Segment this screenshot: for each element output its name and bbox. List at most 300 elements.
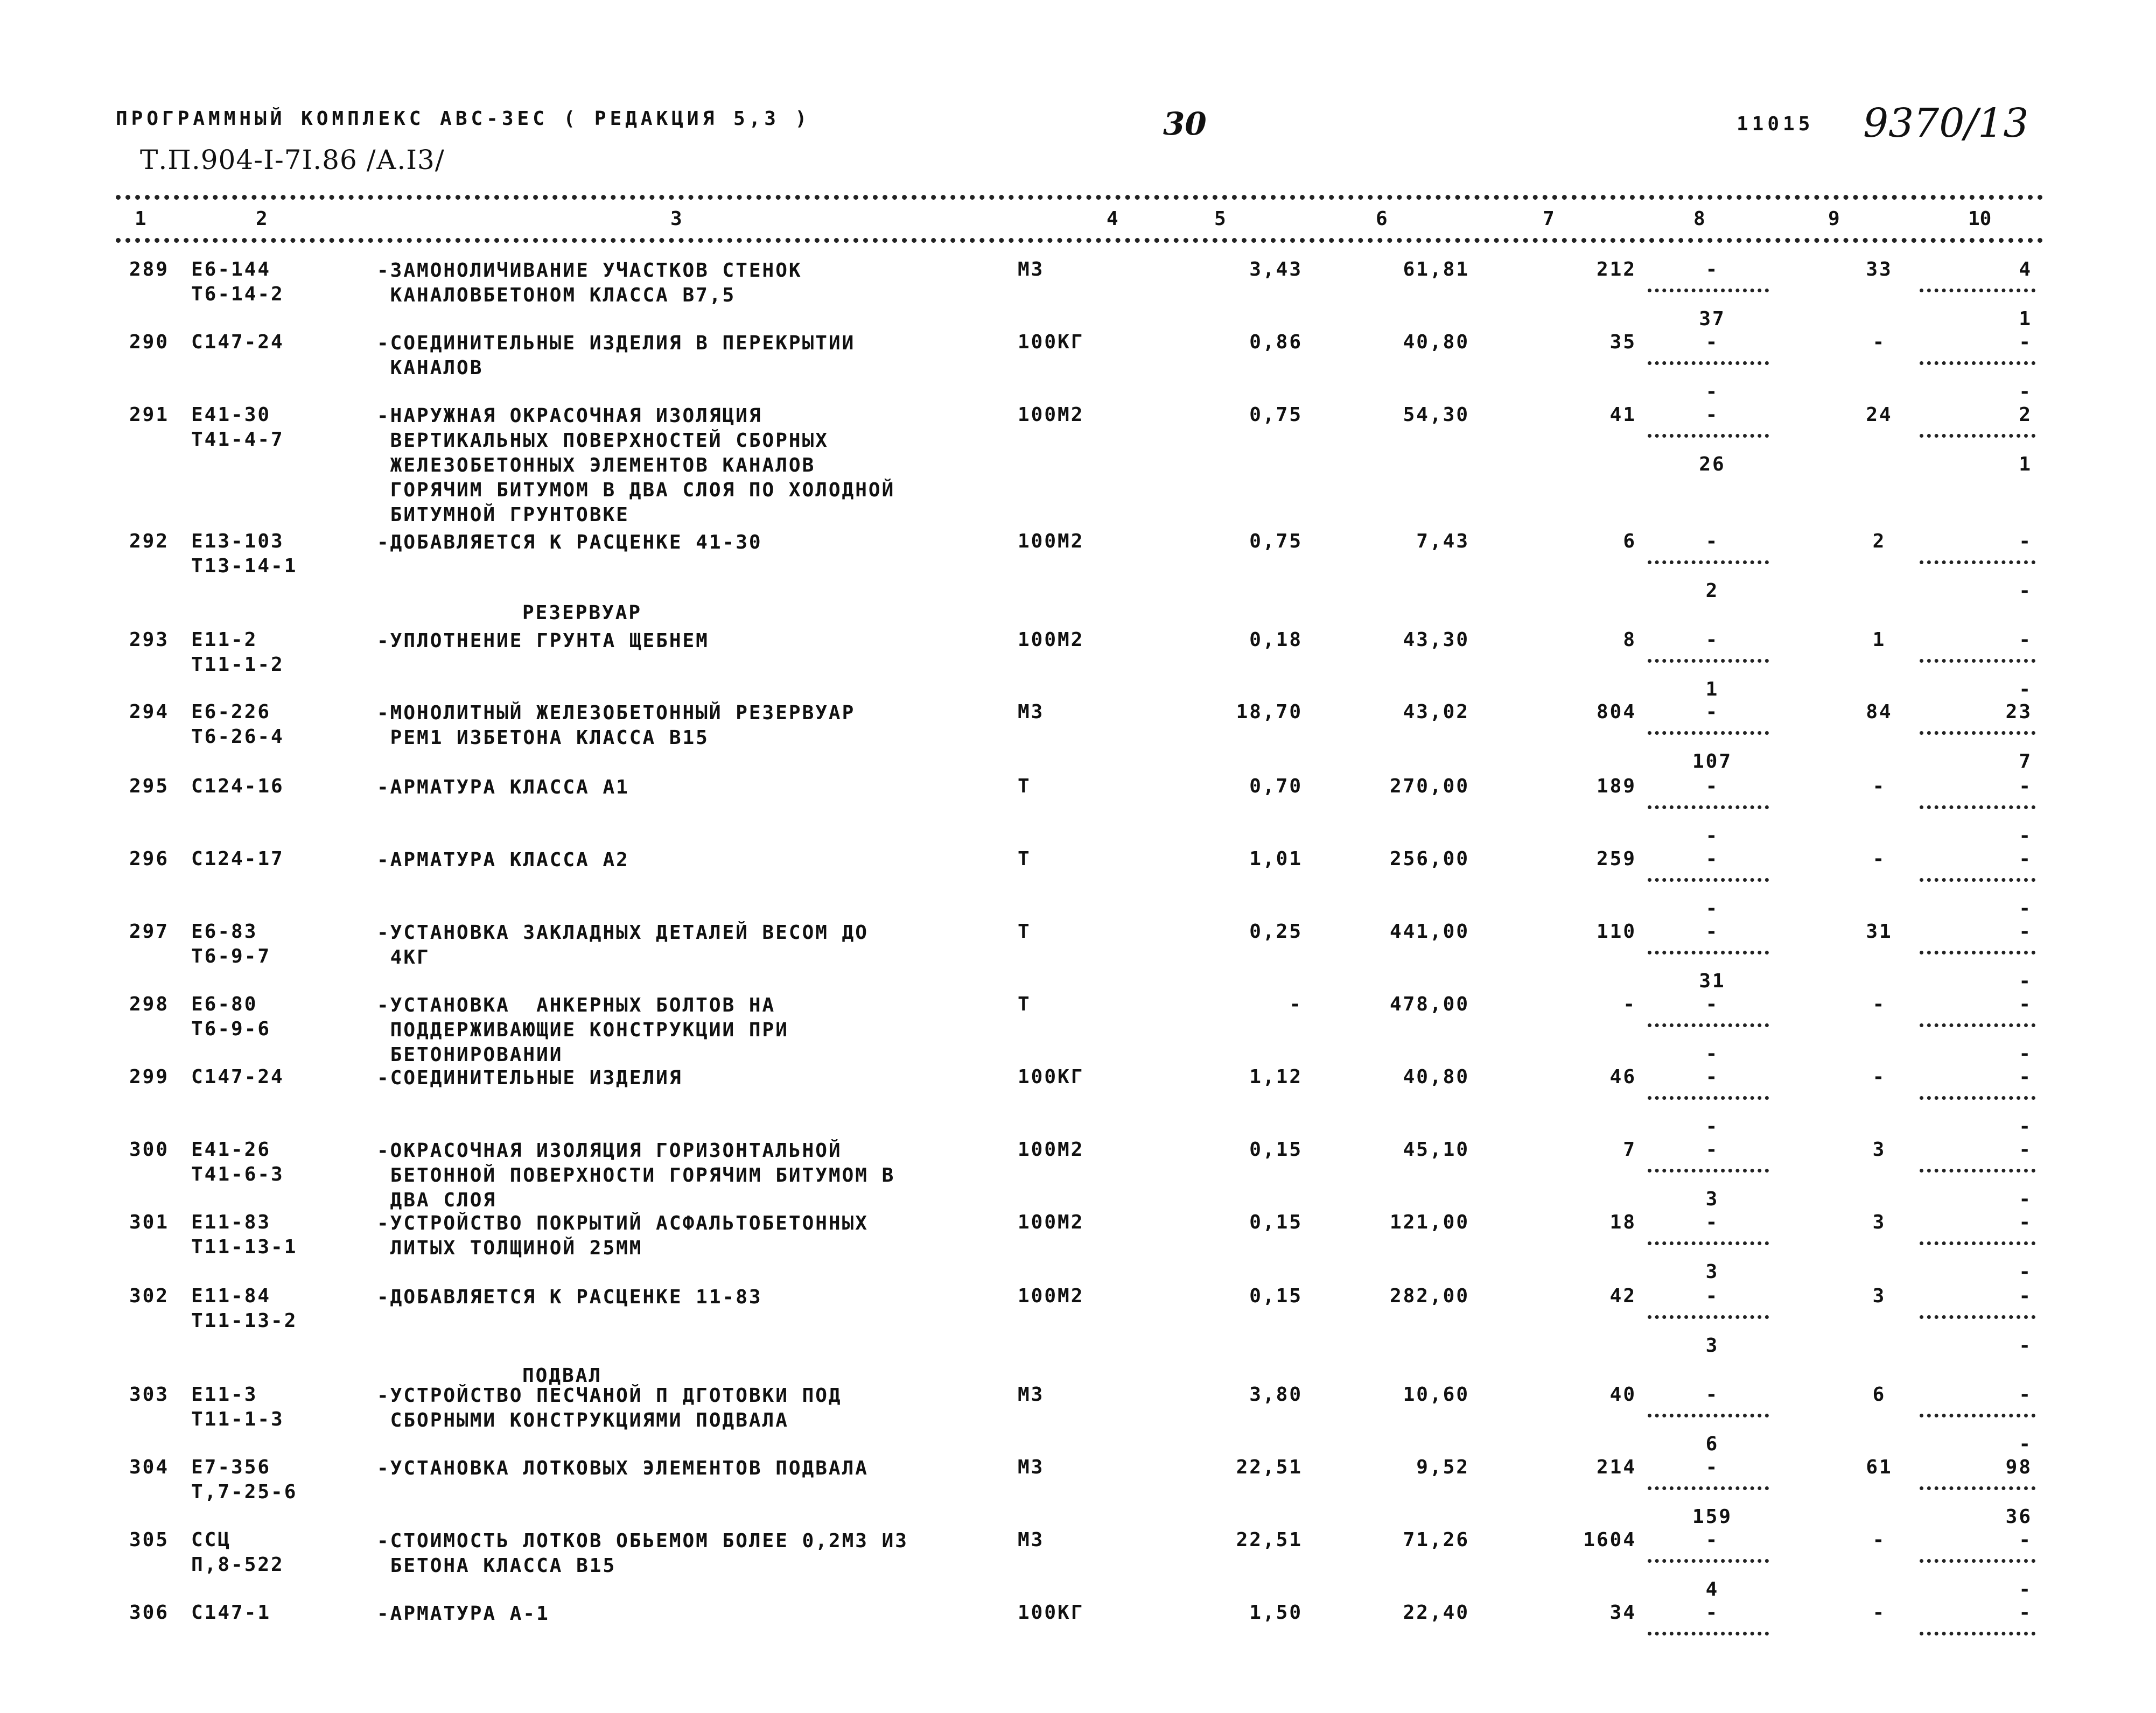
col10-divider [1920, 1315, 2035, 1319]
work-description: -СОЕДИНИТЕЛЬНЫЕ ИЗДЕЛИЯ [377, 1067, 683, 1089]
col9-value: 6 [1872, 1384, 1886, 1406]
col10-top: 23 [2005, 701, 2032, 723]
unit-price: 9,52 [1416, 1456, 1469, 1478]
col9-value: 3 [1872, 1139, 1886, 1161]
row-number: 302 [129, 1285, 170, 1307]
col9-value: 1 [1872, 629, 1886, 651]
quantity: 3,43 [1249, 258, 1303, 280]
col10-top: - [2019, 1529, 2032, 1551]
col9-value: - [1872, 848, 1886, 870]
col9-value: 3 [1872, 1211, 1886, 1233]
col8-divider [1648, 731, 1769, 735]
table-row [0, 848, 2156, 919]
col8-top: - [1705, 530, 1719, 552]
col8-top: - [1705, 775, 1719, 797]
header-rule [116, 238, 2043, 243]
rate-code-secondary: Т,7-25-6 [191, 1481, 298, 1503]
col10-top: - [2019, 1211, 2032, 1233]
unit: 100М2 [1018, 404, 1084, 426]
col-1: 1 [135, 208, 146, 230]
col9-value: 2 [1872, 530, 1886, 552]
unit: М3 [1018, 258, 1045, 280]
table-row [0, 404, 2156, 526]
work-description: -УСТРОЙСТВО ПЕСЧАНОЙ П ДГОТОВКИ ПОД СБОРНЫМИ КОНСТРУКЦИЯМИ ПОДВАЛА [377, 1385, 842, 1431]
col10-divider [1920, 805, 2035, 809]
quantity: 0,18 [1249, 629, 1303, 651]
unit: М3 [1018, 701, 1045, 723]
work-description: -УСТАНОВКА ЗАКЛАДНЫХ ДЕТАЛЕЙ ВЕСОМ ДО 4КГ [377, 922, 869, 968]
col8-divider [1648, 878, 1769, 882]
col10-bottom: 1 [2019, 308, 2032, 330]
col9-value: - [1872, 1529, 1886, 1551]
total-cost: 189 [1596, 775, 1636, 797]
col8-bottom: 2 [1705, 580, 1719, 602]
rate-code-secondary: Т41-6-3 [191, 1163, 284, 1185]
rate-code: С147-24 [191, 331, 284, 353]
unit-price: 441,00 [1389, 921, 1469, 943]
quantity: 0,25 [1249, 921, 1303, 943]
col8-top: - [1705, 331, 1719, 353]
unit: 100М2 [1018, 1285, 1084, 1307]
rate-code: Е13-103 [191, 530, 284, 552]
rate-code-secondary: Т11-1-3 [191, 1408, 284, 1430]
col10-divider [1920, 434, 2035, 438]
row-number: 292 [129, 530, 170, 552]
quantity: 0,75 [1249, 404, 1303, 426]
col10-bottom: - [2019, 970, 2032, 992]
col9-value: - [1872, 775, 1886, 797]
col10-top: 4 [2019, 258, 2032, 280]
rate-code-secondary: П,8-522 [191, 1554, 284, 1576]
col10-top: - [2019, 1602, 2032, 1624]
work-description: -МОНОЛИТНЫЙ ЖЕЛЕЗОБЕТОННЫЙ РЕЗЕРВУАР РЕМ1 ИЗБЕТОНА КЛАССА В15 [377, 702, 856, 749]
unit: Т [1018, 921, 1031, 943]
col10-top: - [2019, 1066, 2032, 1088]
work-description: -УСТАНОВКА АНКЕРНЫХ БОЛТОВ НА ПОДДЕРЖИВАЮЩИЕ КОНСТРУКЦИИ ПРИ БЕТОНИРОВАНИИ [377, 994, 789, 1066]
col-7: 7 [1543, 208, 1555, 230]
table-row [0, 1602, 2156, 1655]
col10-bottom: - [2019, 1115, 2032, 1138]
col9-value: - [1872, 993, 1886, 1015]
total-cost: 214 [1596, 1456, 1636, 1478]
unit: 100КГ [1018, 1602, 1084, 1624]
col9-value: 61 [1866, 1456, 1893, 1478]
unit: 100КГ [1018, 331, 1084, 353]
unit-price: 121,00 [1389, 1211, 1469, 1233]
col10-bottom: - [2019, 1043, 2032, 1065]
col10-bottom: - [2019, 1188, 2032, 1210]
col10-top: 98 [2005, 1456, 2032, 1478]
unit: М3 [1018, 1529, 1045, 1551]
col10-bottom: 36 [2005, 1506, 2032, 1528]
work-description: -АРМАТУРА А-1 [377, 1603, 550, 1625]
table-row [0, 1456, 2156, 1528]
col10-divider [1920, 1241, 2035, 1245]
col8-bottom: 3 [1705, 1261, 1719, 1283]
col10-bottom: - [2019, 678, 2032, 700]
work-description: -ОКРАСОЧНАЯ ИЗОЛЯЦИЯ ГОРИЗОНТАЛЬНОЙ БЕТОННОЙ ПОВЕРХНОСТИ ГОРЯЧИМ БИТУМОМ В ДВА СЛОЯ [377, 1140, 895, 1211]
col-5: 5 [1214, 208, 1226, 230]
col10-bottom: - [2019, 825, 2032, 847]
total-cost: 42 [1609, 1285, 1636, 1307]
row-number: 304 [129, 1456, 170, 1478]
col8-divider [1648, 289, 1769, 292]
top-rule [116, 195, 2043, 200]
col-4: 4 [1107, 208, 1118, 230]
col10-divider [1920, 1559, 2035, 1563]
unit-price: 282,00 [1389, 1285, 1469, 1307]
col10-divider [1920, 878, 2035, 882]
rate-code: Е6-144 [191, 258, 271, 280]
col8-top: - [1705, 1529, 1719, 1551]
section-reservoir: РЕЗЕРВУАР [522, 602, 642, 624]
rate-code: С147-1 [191, 1602, 271, 1624]
quantity: 0,15 [1249, 1211, 1303, 1233]
quantity: 0,15 [1249, 1139, 1303, 1161]
col8-divider [1648, 1632, 1769, 1635]
quantity: 0,70 [1249, 775, 1303, 797]
col8-divider [1648, 659, 1769, 663]
col8-top: - [1705, 1139, 1719, 1161]
rate-code-secondary: Т6-14-2 [191, 283, 284, 305]
unit: Т [1018, 993, 1031, 1015]
row-number: 303 [129, 1384, 170, 1406]
unit: 100КГ [1018, 1066, 1084, 1088]
col10-bottom: - [2019, 1433, 2032, 1455]
col8-top: - [1705, 701, 1719, 723]
rate-code-secondary: Т41-4-7 [191, 429, 284, 451]
col10-top: - [2019, 331, 2032, 353]
row-number: 296 [129, 848, 170, 870]
quantity: 0,86 [1249, 331, 1303, 353]
col9-value: 33 [1866, 258, 1893, 280]
col8-top: - [1705, 993, 1719, 1015]
table-row [0, 331, 2156, 403]
col8-bottom: 26 [1699, 453, 1726, 475]
rate-code: Е11-83 [191, 1211, 271, 1233]
col8-top: - [1705, 1602, 1719, 1624]
row-number: 298 [129, 993, 170, 1015]
row-number: 299 [129, 1066, 170, 1088]
total-cost: 34 [1609, 1602, 1636, 1624]
row-number: 291 [129, 404, 170, 426]
rate-code-secondary: Т11-13-1 [191, 1236, 298, 1258]
col8-bottom: 4 [1705, 1578, 1719, 1600]
col8-divider [1648, 1559, 1769, 1563]
col10-top: - [2019, 530, 2032, 552]
table-row [0, 775, 2156, 847]
col10-top: - [2019, 775, 2032, 797]
unit: М3 [1018, 1456, 1045, 1478]
rate-code: Е6-83 [191, 921, 258, 943]
quantity: 1,50 [1249, 1602, 1303, 1624]
col10-bottom: - [2019, 580, 2032, 602]
col10-bottom: 1 [2019, 453, 2032, 475]
quantity: 22,51 [1236, 1456, 1303, 1478]
table-row [0, 993, 2156, 1066]
col-6: 6 [1376, 208, 1388, 230]
rate-code: Е41-30 [191, 404, 271, 426]
rate-code-secondary: Т6-9-6 [191, 1018, 271, 1040]
col8-top: - [1705, 1211, 1719, 1233]
row-number: 290 [129, 331, 170, 353]
col9-value: 24 [1866, 404, 1893, 426]
col8-top: - [1705, 258, 1719, 280]
col10-bottom: - [2019, 1261, 2032, 1283]
col8-bottom: - [1705, 825, 1719, 847]
rate-code: Е11-2 [191, 629, 258, 651]
rate-code: Е7-356 [191, 1456, 271, 1478]
rate-code-secondary: Т6-9-7 [191, 945, 271, 967]
row-number: 297 [129, 921, 170, 943]
rate-code: Е6-226 [191, 701, 271, 723]
col10-bottom: - [2019, 381, 2032, 403]
rate-code-secondary: Т11-13-2 [191, 1310, 298, 1332]
rate-code: Е41-26 [191, 1139, 271, 1161]
col10-top: 2 [2019, 404, 2032, 426]
col10-top: - [2019, 1285, 2032, 1307]
col10-divider [1920, 289, 2035, 292]
col8-divider [1648, 805, 1769, 809]
col10-divider [1920, 731, 2035, 735]
rate-code: Е6-80 [191, 993, 258, 1015]
col8-divider [1648, 1315, 1769, 1319]
col9-value: 84 [1866, 701, 1893, 723]
col9-value: - [1872, 331, 1886, 353]
program-header: ПРОГРАММНЫЙ КОМПЛЕКС АВС-ЗЕС ( РЕДАКЦИЯ 5,3 ) [116, 108, 811, 130]
col10-divider [1920, 1169, 2035, 1173]
col8-top: - [1705, 629, 1719, 651]
column-header [116, 203, 2043, 236]
col10-bottom: - [2019, 897, 2032, 919]
table-row [0, 1066, 2156, 1138]
row-number: 305 [129, 1529, 170, 1551]
col-10: 10 [1968, 208, 1992, 230]
document-subtitle: Т.П.904-I-7I.86 /А.I3/ [140, 144, 445, 175]
rate-code: С124-17 [191, 848, 284, 870]
col8-divider [1648, 560, 1769, 564]
col8-top: - [1705, 1384, 1719, 1406]
row-number: 306 [129, 1602, 170, 1624]
work-description: -СТОИМОСТЬ ЛОТКОВ ОБЬЕМОМ БОЛЕЕ 0,2М3 ИЗ БЕТОНА КЛАССА В15 [377, 1530, 908, 1577]
col8-top: - [1705, 1456, 1719, 1478]
col8-divider [1648, 1169, 1769, 1173]
table-row [0, 1384, 2156, 1455]
row-number: 300 [129, 1139, 170, 1161]
total-cost: - [1623, 993, 1636, 1015]
total-cost: 6 [1623, 530, 1636, 552]
unit: 100М2 [1018, 530, 1084, 552]
quantity: 18,70 [1236, 701, 1303, 723]
col9-value: 3 [1872, 1285, 1886, 1307]
col10-top: - [2019, 1139, 2032, 1161]
table-row [0, 1285, 2156, 1357]
total-cost: 259 [1596, 848, 1636, 870]
rate-code: Е11-3 [191, 1384, 258, 1406]
rate-code: С124-16 [191, 775, 284, 797]
col10-divider [1920, 1023, 2035, 1027]
unit-price: 43,02 [1403, 701, 1469, 723]
table-row [0, 1211, 2156, 1283]
col8-bottom: 107 [1692, 750, 1733, 773]
col8-divider [1648, 1096, 1769, 1100]
col8-bottom: - [1705, 1115, 1719, 1138]
col8-bottom: 3 [1705, 1335, 1719, 1357]
table-row [0, 258, 2156, 330]
unit: 100М2 [1018, 629, 1084, 651]
unit-price: 10,60 [1403, 1384, 1469, 1406]
col8-top: - [1705, 848, 1719, 870]
quantity: 1,01 [1249, 848, 1303, 870]
rate-code: ССЦ [191, 1529, 232, 1551]
col8-divider [1648, 361, 1769, 365]
total-cost: 18 [1609, 1211, 1636, 1233]
unit: М3 [1018, 1384, 1045, 1406]
col8-divider [1648, 951, 1769, 954]
col-3: 3 [670, 208, 682, 230]
work-description: -ДОБАВЛЯЕТСЯ К РАСЦЕНКЕ 11-83 [377, 1286, 762, 1308]
table-row [0, 1529, 2156, 1600]
col10-top: - [2019, 629, 2032, 651]
total-cost: 40 [1609, 1384, 1636, 1406]
col8-bottom: - [1705, 897, 1719, 919]
work-description: -АРМАТУРА КЛАССА А1 [377, 776, 629, 798]
work-description: -ЗАМОНОЛИЧИВАНИЕ УЧАСТКОВ СТЕНОК КАНАЛОВБЕТОНОМ КЛАССА В7,5 [377, 259, 802, 306]
table-row [0, 701, 2156, 773]
total-cost: 41 [1609, 404, 1636, 426]
col9-value: - [1872, 1602, 1886, 1624]
page-number: 30 [1163, 106, 1207, 142]
rate-code: Е11-84 [191, 1285, 271, 1307]
row-number: 295 [129, 775, 170, 797]
col9-value: 31 [1866, 921, 1893, 943]
work-description: -УСТРОЙСТВО ПОКРЫТИЙ АСФАЛЬТОБЕТОННЫХ ЛИТЫХ ТОЛЩИНОЙ 25ММ [377, 1212, 869, 1259]
quantity: 0,15 [1249, 1285, 1303, 1307]
col10-top: - [2019, 921, 2032, 943]
row-number: 294 [129, 701, 170, 723]
table-row [0, 530, 2156, 602]
unit-price: 45,10 [1403, 1139, 1469, 1161]
total-cost: 35 [1609, 331, 1636, 353]
total-cost: 110 [1596, 921, 1636, 943]
col10-bottom: - [2019, 1335, 2032, 1357]
col-8: 8 [1693, 208, 1705, 230]
col-2: 2 [256, 208, 268, 230]
work-description: -СОЕДИНИТЕЛЬНЫЕ ИЗДЕЛИЯ В ПЕРЕКРЫТИИ КАНАЛОВ [377, 332, 856, 379]
col10-bottom: 7 [2019, 750, 2032, 773]
quantity: 22,51 [1236, 1529, 1303, 1551]
col10-bottom: - [2019, 1578, 2032, 1600]
rate-code-secondary: Т13-14-1 [191, 555, 298, 577]
handwritten-reference: 9370/13 [1863, 100, 2029, 146]
col10-divider [1920, 560, 2035, 564]
total-cost: 212 [1596, 258, 1636, 280]
total-cost: 8 [1623, 629, 1636, 651]
row-number: 301 [129, 1211, 170, 1233]
col8-top: - [1705, 1066, 1719, 1088]
col10-divider [1920, 659, 2035, 663]
unit-price: 40,80 [1403, 331, 1469, 353]
document-code: 11015 [1737, 113, 1814, 135]
row-number: 293 [129, 629, 170, 651]
unit-price: 478,00 [1389, 993, 1469, 1015]
col9-value: - [1872, 1066, 1886, 1088]
col8-bottom: - [1705, 1043, 1719, 1065]
table-row [0, 629, 2156, 700]
section-basement: ПОДВАЛ [522, 1365, 603, 1387]
col-9: 9 [1828, 208, 1840, 230]
work-description: -АРМАТУРА КЛАССА А2 [377, 849, 629, 871]
col8-divider [1648, 1023, 1769, 1027]
col10-divider [1920, 1632, 2035, 1635]
col8-top: - [1705, 1285, 1719, 1307]
col8-divider [1648, 1241, 1769, 1245]
unit-price: 256,00 [1389, 848, 1469, 870]
col8-divider [1648, 1414, 1769, 1417]
unit-price: 22,40 [1403, 1602, 1469, 1624]
col10-divider [1920, 1096, 2035, 1100]
unit-price: 61,81 [1403, 258, 1469, 280]
unit-price: 270,00 [1389, 775, 1469, 797]
col8-divider [1648, 1486, 1769, 1490]
unit-price: 40,80 [1403, 1066, 1469, 1088]
unit-price: 54,30 [1403, 404, 1469, 426]
table-row [0, 1139, 2156, 1211]
col8-divider [1648, 434, 1769, 438]
unit: Т [1018, 775, 1031, 797]
work-description: -ДОБАВЛЯЕТСЯ К РАСЦЕНКЕ 41-30 [377, 531, 762, 553]
col10-top: - [2019, 848, 2032, 870]
table-row [0, 921, 2156, 992]
col10-divider [1920, 951, 2035, 954]
work-description: -НАРУЖНАЯ ОКРАСОЧНАЯ ИЗОЛЯЦИЯ ВЕРТИКАЛЬНЫХ ПОВЕРХНОСТЕЙ СБОРНЫХ ЖЕЛЕЗОБЕТОННЫХ ЭЛЕМЕНТОВ КАНАЛОВ ГОРЯЧИМ БИТУМОМ В ДВА СЛОЯ ПО ХОЛОДНОЙ БИТУМНОЙ ГРУНТОВКЕ [377, 405, 895, 526]
col8-bottom: 1 [1705, 678, 1719, 700]
work-description: -УСТАНОВКА ЛОТКОВЫХ ЭЛЕМЕНТОВ ПОДВАЛА [377, 1457, 869, 1479]
unit-price: 71,26 [1403, 1529, 1469, 1551]
quantity: 1,12 [1249, 1066, 1303, 1088]
total-cost: 1604 [1583, 1529, 1636, 1551]
col8-bottom: - [1705, 381, 1719, 403]
col8-bottom: 159 [1692, 1506, 1733, 1528]
col10-top: - [2019, 993, 2032, 1015]
rate-code: С147-24 [191, 1066, 284, 1088]
work-description: -УПЛОТНЕНИЕ ГРУНТА ЩЕБНЕМ [377, 630, 709, 652]
unit-price: 7,43 [1416, 530, 1469, 552]
unit: 100М2 [1018, 1139, 1084, 1161]
rate-code-secondary: Т6-26-4 [191, 726, 284, 748]
col10-divider [1920, 1414, 2035, 1417]
unit-price: 43,30 [1403, 629, 1469, 651]
col8-bottom: 31 [1699, 970, 1726, 992]
unit: 100М2 [1018, 1211, 1084, 1233]
col8-bottom: 37 [1699, 308, 1726, 330]
total-cost: 7 [1623, 1139, 1636, 1161]
col8-top: - [1705, 404, 1719, 426]
row-number: 289 [129, 258, 170, 280]
quantity: 0,75 [1249, 530, 1303, 552]
rate-code-secondary: Т11-1-2 [191, 654, 284, 676]
col10-divider [1920, 361, 2035, 365]
quantity: - [1289, 993, 1303, 1015]
col8-top: - [1705, 921, 1719, 943]
col8-bottom: 3 [1705, 1188, 1719, 1210]
total-cost: 804 [1596, 701, 1636, 723]
total-cost: 46 [1609, 1066, 1636, 1088]
col10-divider [1920, 1486, 2035, 1490]
quantity: 3,80 [1249, 1384, 1303, 1406]
col10-top: - [2019, 1384, 2032, 1406]
unit: Т [1018, 848, 1031, 870]
